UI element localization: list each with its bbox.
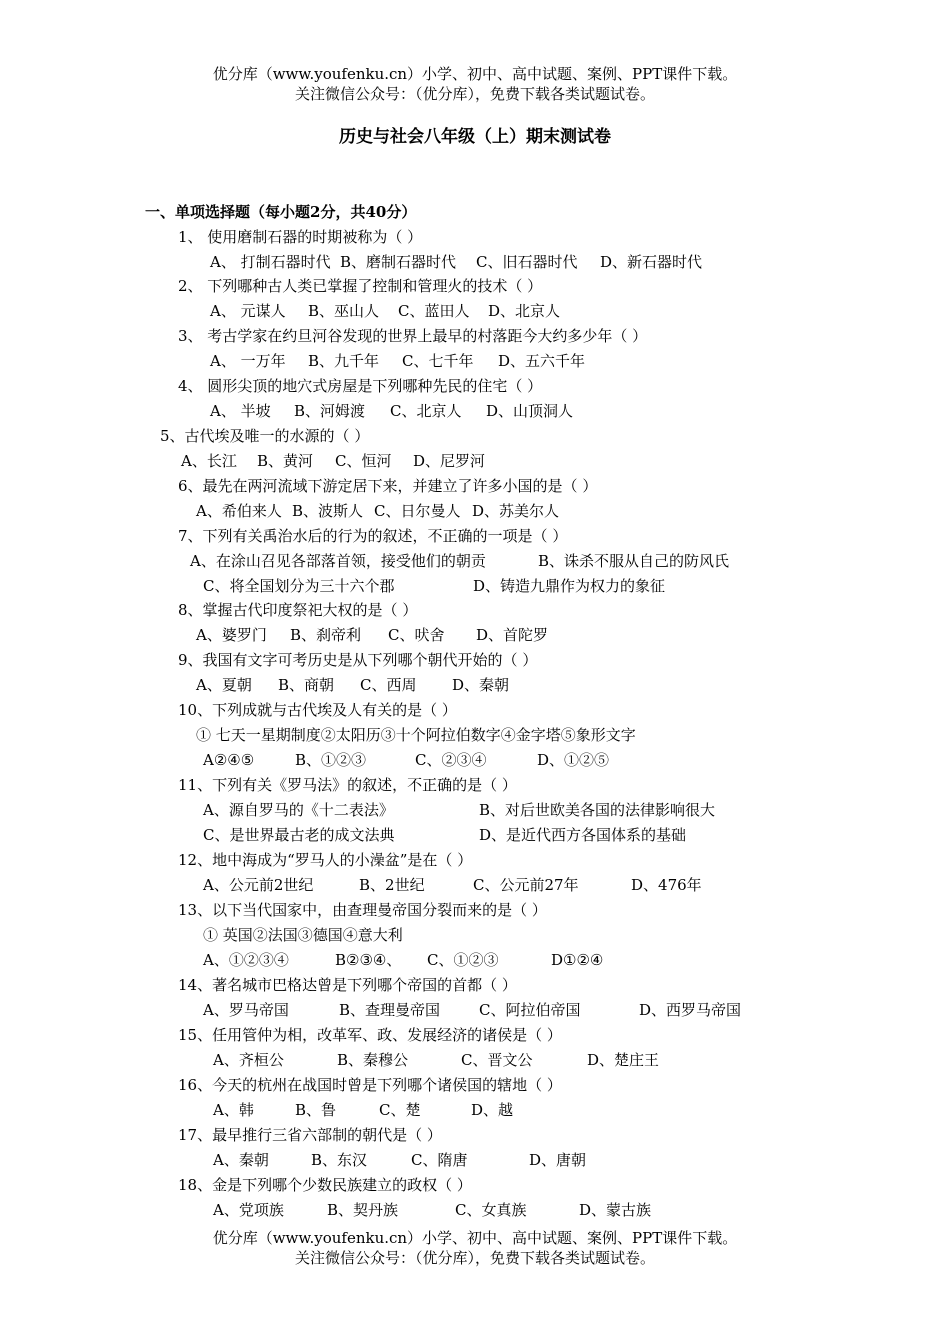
option-c: C、①②③ [427, 951, 499, 969]
footer-line-2: 关注微信公众号：（优分库），免费下载各类试题试卷。 [294, 1249, 655, 1267]
question-4-options [210, 401, 573, 421]
question-18-options [213, 1200, 651, 1220]
option-c: C、②③④ [415, 751, 487, 769]
question-7-options-row-2 [203, 576, 665, 596]
option-d: D、铸造九鼎作为权力的象征 [473, 577, 666, 595]
option-d: D①②④ [551, 951, 604, 969]
question-17-options [213, 1150, 586, 1170]
option-d: D、越 [471, 1101, 514, 1119]
option-a: A、①②③④ [203, 951, 289, 969]
question-10-options [203, 750, 609, 770]
option-b: B、契丹族 [327, 1201, 399, 1219]
option-d: D、唐朝 [529, 1151, 587, 1169]
option-c: C、晋文公 [461, 1051, 533, 1069]
question-16-stem: 16、今天的杭州在战国时曾是下列哪个诸侯国的辖地（ ） [178, 1076, 562, 1094]
question-15-stem: 15、任用管仲为相，改革军、政、发展经济的诸侯是（ ） [178, 1026, 562, 1044]
option-a: A、党项族 [213, 1201, 284, 1219]
question-13-stem: 13、以下当代国家中，由查理曼帝国分裂而来的是（ ） [178, 901, 547, 919]
option-b: B、查理曼帝国 [339, 1001, 441, 1019]
option-b: B、①②③ [295, 751, 367, 769]
option-a: A、秦朝 [213, 1151, 269, 1169]
option-a: A②④⑤ [203, 751, 255, 769]
option-a: A、在涂山召见各部落首领，接受他们的朝贡 [190, 552, 486, 570]
option-c: C、北京人 [390, 402, 462, 420]
option-c: C、旧石器时代 [476, 253, 578, 271]
option-d: D、五六千年 [498, 352, 586, 370]
header-line-2: 关注微信公众号：（优分库），免费下载各类试题试卷。 [294, 85, 655, 103]
option-b: B、诛杀不服从自己的防风氏 [538, 552, 730, 570]
option-a: A、齐桓公 [213, 1051, 284, 1069]
option-c: C、女真族 [455, 1201, 527, 1219]
question-12-stem: 12、地中海成为“罗马人的小澡盆”是在（ ） [178, 851, 473, 869]
question-15-options [213, 1050, 659, 1070]
question-13-sub-items: ① 英国②法国③德国④意大利 [203, 926, 403, 944]
question-11-options-row-1 [203, 800, 715, 820]
option-b: B、刹帝利 [290, 626, 362, 644]
option-d: D、北京人 [488, 302, 561, 320]
option-d: D、476年 [631, 876, 702, 894]
option-d: D、西罗马帝国 [639, 1001, 742, 1019]
option-d: D、①②⑤ [537, 751, 610, 769]
question-8-stem: 8、掌握古代印度祭祀大权的是（ ） [178, 601, 418, 619]
question-14-options [203, 1000, 741, 1020]
option-d: D、是近代西方各国体系的基础 [479, 826, 687, 844]
option-a: A、 元谋人 [210, 302, 286, 320]
option-a: A、婆罗门 [196, 626, 267, 644]
option-d: D、楚庄王 [587, 1051, 660, 1069]
option-a: A、夏朝 [196, 676, 252, 694]
option-d: D、新石器时代 [600, 253, 703, 271]
option-b: B、九千年 [308, 352, 380, 370]
option-d: D、山顶洞人 [486, 402, 574, 420]
question-3-options [210, 351, 585, 371]
question-11-options-row-2 [203, 825, 686, 845]
option-c: C、蓝田人 [398, 302, 470, 320]
option-a: A、 半坡 [210, 402, 271, 420]
option-a: A、罗马帝国 [203, 1001, 289, 1019]
option-c: C、日尔曼人 [374, 502, 461, 520]
option-d: D、首陀罗 [476, 626, 549, 644]
option-d: D、尼罗河 [413, 452, 486, 470]
option-b: B、2世纪 [359, 876, 425, 894]
option-a: A、希伯来人 [196, 502, 282, 520]
question-5-stem: 5、古代埃及唯一的水源的（ ） [160, 427, 370, 445]
question-10-sub-items: ① 七天一星期制度②太阳历③十个阿拉伯数字④金字塔⑤象形文字 [196, 726, 636, 744]
option-b: B、秦穆公 [337, 1051, 409, 1069]
question-2-options [210, 301, 560, 321]
question-12-options [203, 875, 702, 895]
question-7-stem: 7、下列有关禹治水后的行为的叙述，不正确的一项是（ ） [178, 527, 568, 545]
question-9-stem: 9、我国有文字可考历史是从下列哪个朝代开始的（ ） [178, 651, 538, 669]
option-c: C、西周 [360, 676, 417, 694]
question-6-stem: 6、最先在两河流域下游定居下来，并建立了许多小国的是（ ） [178, 477, 598, 495]
question-2-stem: 2、 下列哪种古人类已掌握了控制和管理火的技术（ ） [178, 277, 543, 295]
option-b: B、河姆渡 [294, 402, 366, 420]
question-13-options [203, 950, 603, 970]
option-d: D、蒙古族 [579, 1201, 652, 1219]
option-c: C、七千年 [402, 352, 474, 370]
option-a: A、公元前2世纪 [203, 876, 314, 894]
option-a: A、 一万年 [210, 352, 286, 370]
option-d: D、秦朝 [452, 676, 510, 694]
question-7-options-row-1 [190, 551, 729, 571]
question-10-stem: 10、下列成就与古代埃及人有关的是（ ） [178, 701, 457, 719]
question-9-options [196, 675, 509, 695]
option-c: C、公元前27年 [473, 876, 579, 894]
option-b: B、磨制石器时代 [340, 253, 457, 271]
question-4-stem: 4、 圆形尖顶的地穴式房屋是下列哪种先民的住宅（ ） [178, 377, 543, 395]
option-c: C、是世界最古老的成文法典 [203, 826, 395, 844]
option-b: B②③④、 [335, 951, 402, 969]
option-c: C、隋唐 [411, 1151, 468, 1169]
option-b: B、波斯人 [292, 502, 364, 520]
question-5-options [181, 451, 485, 471]
page-footer [0, 1228, 950, 1268]
option-b: B、黄河 [257, 452, 314, 470]
option-c: C、楚 [379, 1101, 421, 1119]
question-14-stem: 14、著名城市巴格达曾是下列哪个帝国的首都（ ） [178, 976, 517, 994]
option-b: B、鲁 [295, 1101, 337, 1119]
question-8-options [196, 625, 548, 645]
option-a: A、长江 [181, 452, 237, 470]
option-b: B、对后世欧美各国的法律影响很大 [479, 801, 716, 819]
question-16-options [213, 1100, 513, 1120]
option-b: B、巫山人 [308, 302, 380, 320]
option-c: C、吠舍 [388, 626, 445, 644]
question-1-stem: 1、 使用磨制石器的时期被称为（ ） [178, 228, 423, 246]
footer-line-1: 优分库（www.youfenku.cn）小学、初中、高中试题、案例、PPT课件下载。 [212, 1229, 738, 1247]
option-a: A、 打制石器时代 [210, 253, 331, 271]
option-b: B、东汉 [311, 1151, 368, 1169]
question-17-stem: 17、最早推行三省六部制的朝代是（ ） [178, 1126, 442, 1144]
option-c: C、将全国划分为三十六个郡 [203, 577, 395, 595]
option-d: D、苏美尔人 [472, 502, 560, 520]
header-line-1: 优分库（www.youfenku.cn）小学、初中、高中试题、案例、PPT课件下载。 [212, 65, 738, 83]
question-3-stem: 3、 考古学家在约旦河谷发现的世界上最早的村落距今大约多少年（ ） [178, 327, 648, 345]
option-b: B、商朝 [278, 676, 335, 694]
question-6-options [196, 501, 559, 521]
section-heading: 一、单项选择题（每小题2分，共40分） [145, 203, 417, 221]
question-11-stem: 11、下列有关《罗马法》的叙述，不正确的是（ ） [178, 776, 517, 794]
option-a: A、源自罗马的《十二表法》 [203, 801, 394, 819]
question-1-options [210, 252, 702, 272]
option-c: C、阿拉伯帝国 [479, 1001, 581, 1019]
option-a: A、韩 [213, 1101, 254, 1119]
page-header [0, 64, 950, 104]
option-c: C、恒河 [335, 452, 392, 470]
page-title: 历史与社会八年级（上）期末测试卷 [339, 127, 611, 147]
question-18-stem: 18、金是下列哪个少数民族建立的政权（ ） [178, 1176, 472, 1194]
